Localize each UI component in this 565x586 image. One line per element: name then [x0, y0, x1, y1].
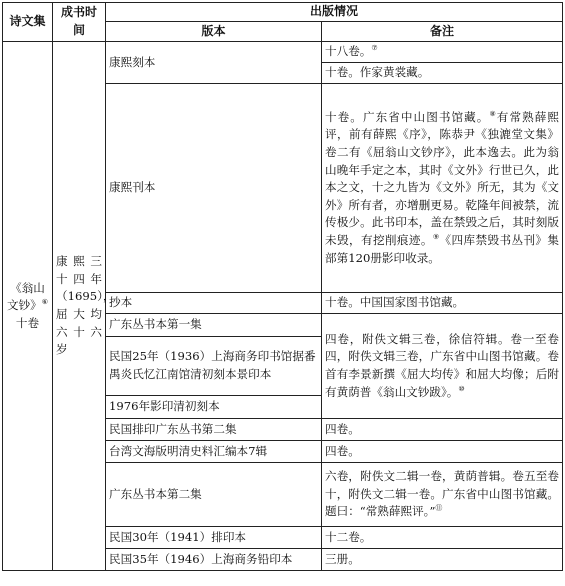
edition-name: 广东丛书本第二集	[106, 463, 322, 527]
footnote-marker: ⑦	[371, 44, 378, 53]
edition-note: 十八卷。⑦	[322, 42, 563, 63]
edition-name: 民国排印广东丛书第二集	[106, 419, 322, 441]
edition-name: 康熙刻本	[106, 42, 322, 84]
footnote-marker: ⑩	[458, 384, 465, 393]
publication-table	[2, 2, 563, 571]
edition-name: 广东丛书本第一集	[106, 314, 322, 337]
edition-name: 民国30年（1941）排印本	[106, 527, 322, 549]
edition-name: 1976年影印清初刻本	[106, 396, 322, 419]
edition-name: 民国25年（1936）上海商务印书馆据番禺炎氏忆江南馆清初刻本景印本	[106, 337, 322, 396]
edition-name: 台湾文海版明清史料汇编本7辑	[106, 441, 322, 463]
edition-name: 民国35年（1946）上海商务铅印本	[106, 549, 322, 571]
date-cell: 康熙三十四年（1695），屈大均六十六岁	[53, 42, 106, 571]
collection-title: 《翁山文钞》	[6, 280, 45, 313]
header-publication: 出版情况	[106, 3, 563, 22]
footnote-marker: ⑥	[41, 298, 49, 307]
collection-volumes: 十卷	[15, 315, 40, 330]
header-date: 成书时间	[53, 3, 106, 42]
edition-note: 十卷。作家黄裳藏。	[322, 63, 563, 84]
footnote-marker: ⑧	[489, 109, 497, 118]
edition-note: 六卷，附佚文二辑一卷，黄荫普辑。卷五至卷十，附佚文二辑一卷。广东省中山图书馆藏。题曰：“常熟薛熙评。”⑪	[322, 463, 563, 527]
edition-note: 四卷，附佚文辑三卷，徐信符辑。卷一至卷四，附佚文辑三卷，广东省中山图书馆藏。卷首有李景新撰《屈大均传》和屈大均像；后附有黄荫普《翁山文钞跋》。⑩	[322, 314, 563, 419]
header-notes: 备注	[322, 22, 563, 42]
edition-name: 抄本	[106, 293, 322, 314]
edition-note: 三册。	[322, 549, 563, 571]
footnote-marker: ⑨	[432, 233, 440, 242]
edition-name: 康熙刊本	[106, 84, 322, 293]
footnote-marker: ⑪	[435, 504, 443, 513]
header-edition: 版本	[106, 22, 322, 42]
edition-note: 十卷。中国国家图书馆藏。	[322, 293, 563, 314]
edition-note: 四卷。	[322, 419, 563, 441]
collection-cell	[3, 42, 53, 571]
edition-note: 四卷。	[322, 441, 563, 463]
edition-note: 十卷。广东省中山图书馆藏。⑧有常熟薛熙评，前有薛熙《序》，陈恭尹《独漉堂文集》卷二有《屈翁山文钞序》，此本逸去。此为翁山晚年手定之本，其时《文外》行世已久，此本之文，十之九皆为《文外》所无，其为《文外》所有者，亦增删更易。乾隆年间被禁，流传极少。此书印本，盖在禁毁之后，其时刻版未毁，有挖削痕迹。⑨《四库禁毁书丛刊》集部第120册影印收录。	[322, 84, 563, 293]
edition-note: 十二卷。	[322, 527, 563, 549]
header-collection: 诗文集	[3, 3, 53, 42]
